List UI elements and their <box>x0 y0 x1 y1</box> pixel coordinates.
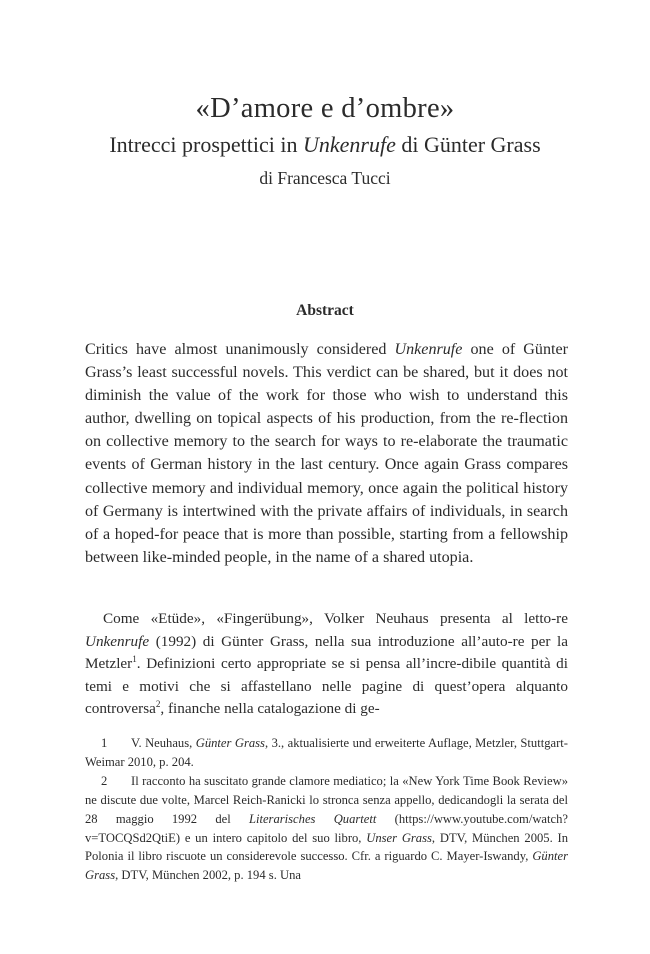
footnote-text: V. Neuhaus, <box>131 736 196 750</box>
footnote-number: 2 <box>101 773 108 788</box>
footnote-italic: Günter Grass <box>85 849 568 883</box>
abstract-paragraph <box>85 338 568 569</box>
abstract-italic-work-title: Unkenrufe <box>394 341 463 358</box>
subtitle-text: Intrecci prospettici in <box>109 132 303 157</box>
abstract-text: Critics have almost unanimously considered <box>85 341 395 358</box>
body-text: . Definizioni certo appropriate se si pensa all’incre-dibile quantità di temi e motivi che si affastellano nelle pagine di quest’opera alquanto controversa <box>85 655 568 717</box>
body-italic-work-title: Unkenrufe <box>85 632 150 650</box>
body-paragraph <box>85 608 568 721</box>
article-title: «D’amore e d’ombre» <box>195 93 455 124</box>
footnotes-section <box>85 734 568 885</box>
abstract-text-rest: one of Günter Grass’s least successful novels. This verdict can be shared, but it does not diminish the value of the work for those who wish to understand this author, dwelling on topical aspects of his production, from the re-flection on collective memory to the search for ways to re-elaborate the traumatic events of German history in the last century. Once again Grass compares collective memory and individual memory, once again the political history of Germany is intertwined with the private affairs of individuals, in search of a hoped-for peace that is more than possible, starting from a fellowship between like-minded people, in the name of a shared utopia. <box>85 341 569 566</box>
article-author: di Francesca Tucci <box>259 168 391 188</box>
footnote-2 <box>85 772 568 885</box>
footnote-ref-2[interactable]: 2 <box>155 698 161 709</box>
article-subtitle <box>0 131 650 159</box>
footnote-text: (https://www.youtube.com/watch?v=TOCQSd2QtiE) e un intero capitolo del suo libro, <box>85 811 568 845</box>
footnote-text: , DTV, München 2002, p. 194 s. Una <box>115 868 301 883</box>
footnote-italic: Unser Grass <box>366 830 432 845</box>
body-text: , finanche nella catalogazione di ge- <box>160 700 380 717</box>
footnote-ref-1[interactable]: 1 <box>132 653 137 664</box>
footnote-text: , DTV, München 2005. In Polonia il libro riscuote un considerevole successo. Cfr. a riguardo C. Mayer-Iswandy, <box>85 830 569 864</box>
footnote-italic: Günter Grass <box>195 736 265 750</box>
footnote-1 <box>85 734 568 772</box>
footnote-text: Il racconto ha suscitato grande clamore mediatico; la «New York Time Book Review» ne discute due volte, Marcel Reich-Ranicki lo stronca senza appello, dedicandogli la serata del 28 maggio 1992 del <box>85 773 568 826</box>
footnote-text: , 3., aktualisierte und erweiterte Auflage, Metzler, Stuttgart-Weimar 2010, p. 204. <box>85 736 568 769</box>
subtitle-text-end: di Günter Grass <box>395 132 541 157</box>
abstract-heading: Abstract <box>296 302 354 319</box>
body-text: (1992) di Günter Grass, nella sua introduzione all’auto-re per la Metzler <box>85 632 568 672</box>
subtitle-italic-work-title: Unkenrufe <box>302 132 396 157</box>
footnote-number: 1 <box>101 736 108 750</box>
footnote-italic: Literarisches Quartett <box>248 811 377 826</box>
body-text: Come «Etüde», «Fingerübung», Volker Neuhaus presenta al letto-re <box>103 610 568 627</box>
